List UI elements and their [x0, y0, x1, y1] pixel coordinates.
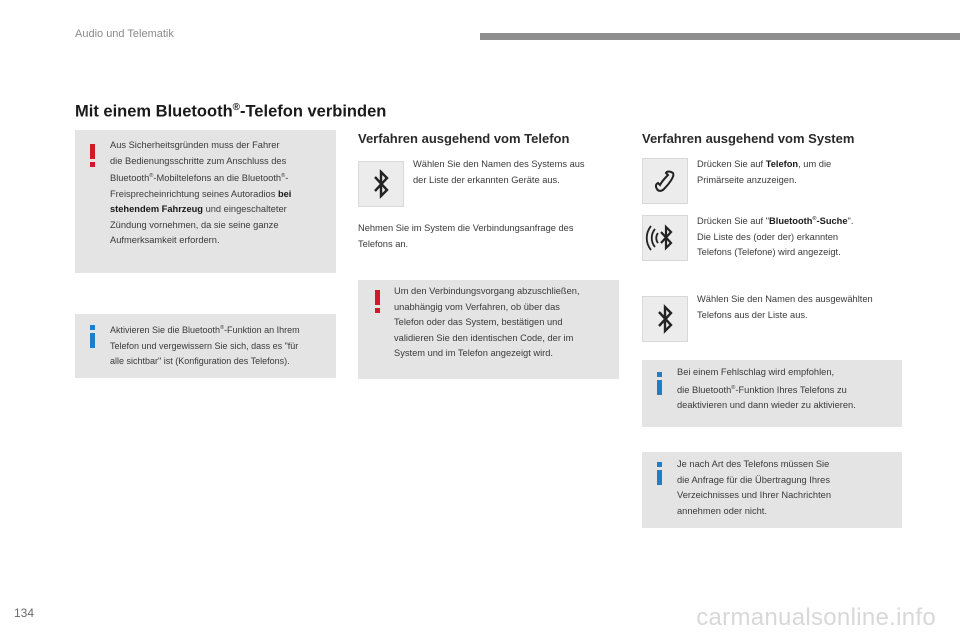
- text-line: Telefon oder das System, bestätigen und: [394, 317, 563, 327]
- text-line: Nehmen Sie im System die Verbindungsanfrage des: [358, 223, 574, 233]
- text-line: Wählen Sie den Namen des Systems aus: [413, 159, 585, 169]
- text-line: die Bluetooth®-Funktion Ihres Telefons zu: [677, 384, 847, 395]
- text-line: Telefons aus der Liste aus.: [697, 309, 808, 320]
- text-line: Telefons (Telefone) wird angezeigt.: [697, 247, 841, 258]
- page-title-rest: -Telefon verbinden: [239, 102, 387, 121]
- text-line: die Bedienungsschritte zum Anschluss des: [110, 155, 287, 166]
- text-line: Je nach Art des Telefons müssen Sie: [677, 459, 830, 469]
- text-line: Bei einem Fehlschlag wird empfohlen,: [677, 367, 835, 377]
- text-line: Verzeichnisses und Ihrer Nachrichten: [677, 490, 831, 500]
- text-line: Aktivieren Sie die Bluetooth®-Funktion an Ihrem: [110, 325, 300, 335]
- page-title: [75, 102, 386, 122]
- text-line: Primärseite anzuzeigen.: [697, 174, 797, 185]
- system-step-1-text: [697, 157, 831, 188]
- text-line: unabhängig vom Verfahren, ob über das: [394, 301, 560, 312]
- text-line: Telefons an.: [358, 238, 409, 249]
- watermark: carmanualsonline.info: [696, 604, 936, 631]
- heading-phone-procedure: Verfahren ausgehend vom Telefon: [358, 131, 570, 146]
- page-title-main: Mit einem Bluetooth: [75, 102, 233, 121]
- text-line: validieren Sie den identischen Code, der im: [394, 332, 574, 343]
- text-line: Aus Sicherheitsgründen muss der Fahrer: [110, 140, 280, 150]
- bluetooth-info-text: [110, 321, 334, 370]
- text-line: Um den Verbindungsvorgang abzuschließen,: [394, 286, 580, 296]
- step-icon-box: [358, 161, 404, 207]
- phone-handset-icon: [643, 159, 687, 203]
- info-icon: [657, 372, 663, 394]
- step-icon-box: [642, 296, 688, 342]
- bluetooth-icon: [359, 162, 403, 206]
- text-line: Drücken Sie auf Telefon, um die: [697, 159, 832, 169]
- text-line: der Liste der erkannten Geräte aus.: [413, 174, 560, 185]
- phone-step-1-text: [413, 157, 585, 188]
- text-line: System und im Telefon angezeigt wird.: [394, 348, 553, 358]
- text-line: Aufmerksamkeit erfordern.: [110, 235, 220, 246]
- heading-system-procedure: Verfahren ausgehend vom System: [642, 131, 855, 146]
- text-line: deaktivieren und dann wieder zu aktivieren.: [677, 400, 856, 411]
- safety-warning-text: [110, 138, 332, 249]
- system-step-2-text: [697, 212, 853, 261]
- page-title-reg: ®: [232, 102, 240, 113]
- page-number: 134: [14, 606, 35, 620]
- text-line: annehmen oder nicht.: [677, 505, 767, 516]
- bluetooth-icon: [643, 297, 687, 341]
- text-line: Die Liste des (oder der) erkannten: [697, 231, 839, 242]
- header-section-title: Audio und Telematik: [75, 28, 174, 40]
- warning-icon: [90, 144, 96, 166]
- phone-step-2-text: [358, 221, 574, 252]
- failure-info-text: [677, 365, 899, 414]
- info-icon: [657, 462, 663, 484]
- system-step-3-text: [697, 292, 873, 323]
- header-bar: [480, 33, 960, 40]
- step-icon-box: [642, 158, 688, 204]
- step-icon-box: [642, 215, 688, 261]
- info-icon: [90, 325, 96, 347]
- text-line: stehendem Fahrzeug und eingeschalteter: [110, 204, 287, 215]
- text-line: Zündung vornehmen, da sie seine ganze: [110, 219, 279, 230]
- text-line: Telefon und vergewissern Sie sich, dass es "für: [110, 340, 299, 351]
- warning-icon: [375, 290, 381, 312]
- text-line: Wählen Sie den Namen des ausgewählten: [697, 294, 873, 304]
- text-line: Freisprecheinrichtung seines Autoradios bei: [110, 188, 292, 199]
- bluetooth-search-icon: [643, 216, 687, 260]
- code-warning-text: [394, 284, 616, 362]
- text-line: die Anfrage für die Übertragung Ihres: [677, 474, 830, 485]
- text-line: Drücken Sie auf "Bluetooth®-Suche".: [697, 216, 854, 227]
- transfer-info-text: [677, 457, 899, 519]
- text-line: alle sichtbar" ist (Konfiguration des Telefons).: [110, 356, 290, 366]
- text-line: Bluetooth®-Mobiltelefons an die Bluetooth®-: [110, 173, 289, 184]
